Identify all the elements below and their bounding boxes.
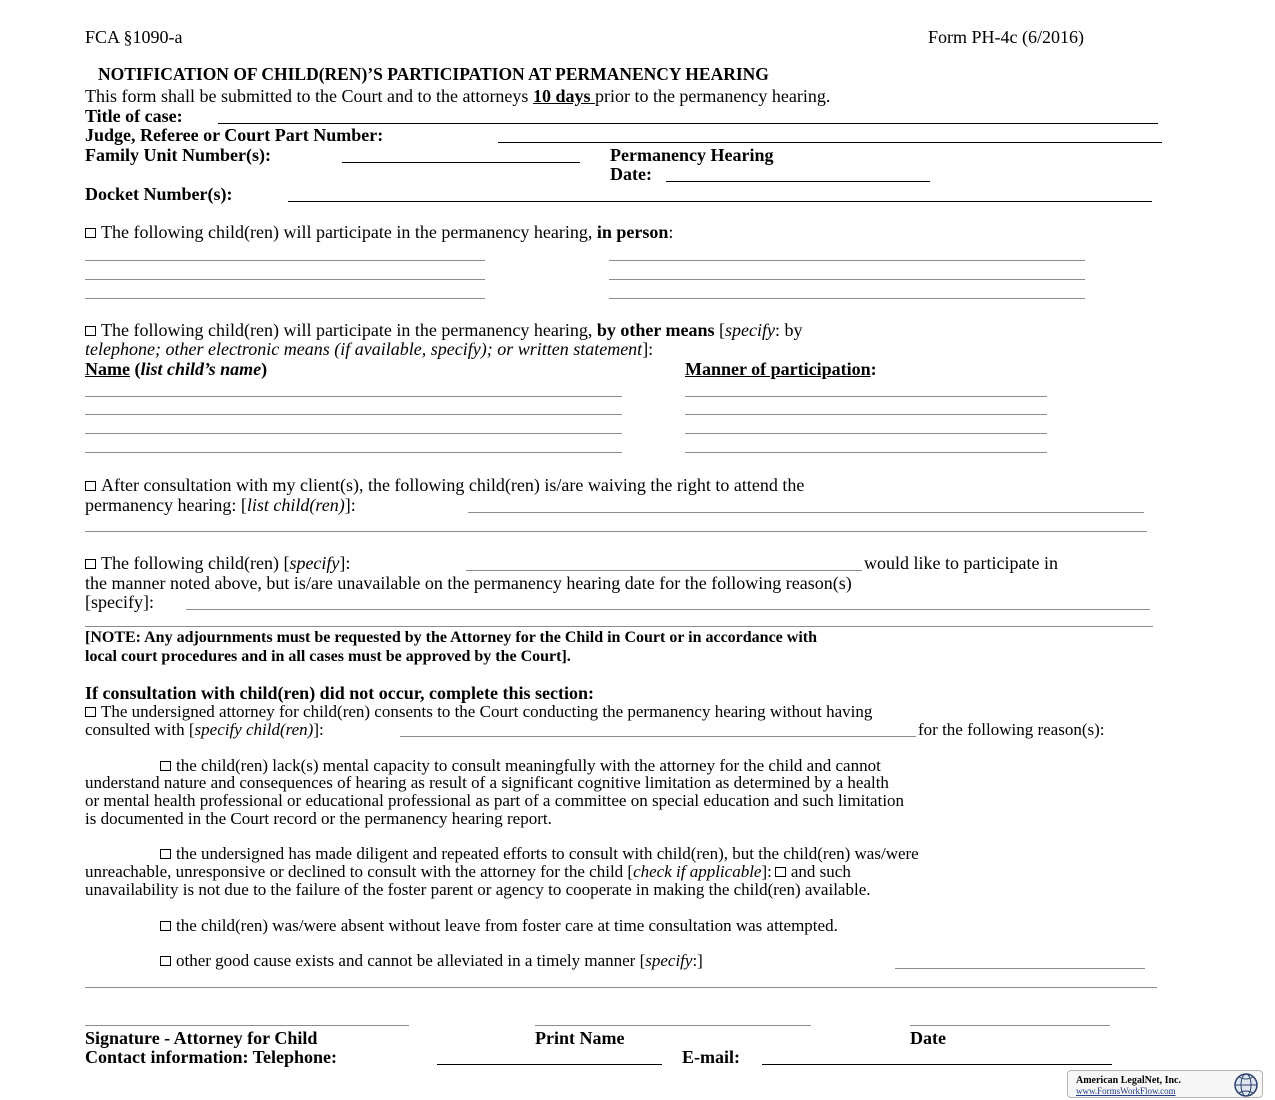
signature-label: Signature - Attorney for Child (85, 1028, 318, 1048)
unavailable-option-end: would like to participate in (864, 553, 1058, 573)
reason-other-checkbox[interactable] (160, 956, 171, 966)
other-means-option: The following child(ren) will participate in the permanency hearing, by other means [specify: by (85, 321, 803, 339)
other-means-name-line[interactable] (85, 433, 622, 434)
reason-efforts-applicable-checkbox[interactable] (775, 867, 786, 877)
unavailable-reason-label: [specify]: (85, 592, 154, 612)
in-person-name-line[interactable] (609, 279, 1085, 280)
title-of-case-field[interactable] (218, 123, 1158, 124)
unavailable-option-cont: the manner noted above, but is/are unavailable on the permanency hearing date for the following reason(s) (85, 573, 852, 593)
consent-reasons-label: for the following reason(s): (918, 720, 1105, 739)
email-label: E-mail: (682, 1047, 740, 1067)
consent-option: The undersigned attorney for child(ren) consents to the Court conducting the permanency hearing without having (85, 703, 872, 720)
reason-efforts-checkbox[interactable] (160, 849, 171, 859)
unavailable-option: The following child(ren) [specify]: (85, 554, 350, 572)
adjournment-note-cont: local court procedures and in all cases must be approved by the Court]. (85, 648, 571, 665)
in-person-name-line[interactable] (85, 279, 485, 280)
other-means-checkbox[interactable] (85, 326, 96, 336)
form-title: NOTIFICATION OF CHILD(REN)’S PARTICIPATION AT PERMANENCY HEARING (98, 64, 769, 84)
waiving-children-field[interactable] (468, 512, 1144, 513)
form-number: Form PH-4c (6/2016) (928, 27, 1084, 47)
waiving-option: After consultation with my client(s), the following child(ren) is/are waiving the right to attend the (85, 476, 804, 494)
unavailable-reason-field[interactable] (186, 609, 1150, 610)
reason-other-option: other good cause exists and cannot be alleviated in a timely manner [specify:] (160, 952, 703, 969)
reason-capacity-option: the child(ren) lack(s) mental capacity to consult meaningfully with the attorney for the child and cannot (160, 757, 881, 774)
waiving-checkbox[interactable] (85, 481, 96, 491)
reason-capacity-text: is documented in the Court record or the permanency hearing report. (85, 809, 552, 828)
other-means-name-line[interactable] (85, 396, 622, 397)
print-name-label: Print Name (535, 1028, 625, 1048)
reason-other-field[interactable] (895, 968, 1145, 969)
manner-line[interactable] (685, 414, 1047, 415)
other-means-option-cont: telephone; other electronic means (if available, specify); or written statement]: (85, 339, 654, 359)
other-means-name-line[interactable] (85, 452, 622, 453)
manner-column-header: Manner of participation: (685, 359, 877, 379)
permanency-hearing-label: Permanency Hearing (610, 145, 774, 165)
name-column-header: Name (list child’s name) (85, 359, 268, 379)
in-person-option: The following child(ren) will participate in the permanency hearing, in person: (85, 223, 673, 241)
judge-field[interactable] (498, 142, 1162, 143)
waiving-children-field[interactable] (85, 531, 1147, 532)
telephone-field[interactable] (437, 1064, 662, 1065)
in-person-name-line[interactable] (85, 260, 485, 261)
unavailable-reason-field[interactable] (85, 626, 1153, 627)
docket-label: Docket Number(s): (85, 184, 233, 204)
globe-icon (1233, 1072, 1259, 1098)
statute-reference: FCA §1090-a (85, 27, 183, 47)
consent-option-cont: consulted with [specify child(ren)]: (85, 720, 324, 739)
publisher-badge[interactable] (1067, 1070, 1263, 1098)
title-of-case-label: Title of case: (85, 106, 183, 126)
docket-field[interactable] (288, 201, 1152, 202)
in-person-name-line[interactable] (609, 298, 1085, 299)
reason-capacity-text: or mental health professional or educational professional as part of a committee on special education and such limitation (85, 791, 905, 810)
hearing-date-label: Date: (610, 164, 652, 184)
reason-awol-option: the child(ren) was/were absent without leave from foster care at time consultation was attempted. (160, 917, 838, 934)
print-name-line[interactable] (535, 1025, 811, 1026)
email-field[interactable] (762, 1064, 1112, 1065)
unavailable-children-field[interactable] (466, 570, 862, 571)
reason-capacity-text: understand nature and consequences of hearing as result of a significant cognitive limitation as determined by a health (85, 773, 889, 792)
family-unit-field[interactable] (342, 162, 580, 163)
publisher-url[interactable]: www.FormsWorkFlow.com (1076, 1086, 1176, 1096)
publisher-name: American LegalNet, Inc. (1076, 1075, 1181, 1086)
consent-children-field[interactable] (400, 736, 916, 737)
reason-other-field[interactable] (85, 987, 1157, 988)
judge-label: Judge, Referee or Court Part Number: (85, 125, 384, 145)
adjournment-note: [NOTE: Any adjournments must be requested by the Attorney for the Child in Court or in accordance with (85, 629, 818, 646)
submission-instruction: This form shall be submitted to the Court and to the attorneys 10 days prior to the permanency hearing. (85, 86, 831, 106)
manner-line[interactable] (685, 452, 1047, 453)
reason-awol-checkbox[interactable] (160, 921, 171, 931)
waiving-option-cont: permanency hearing: [list child(ren)]: (85, 495, 356, 515)
in-person-checkbox[interactable] (85, 228, 96, 238)
manner-line[interactable] (685, 433, 1047, 434)
other-means-name-line[interactable] (85, 414, 622, 415)
manner-line[interactable] (685, 396, 1047, 397)
family-unit-label: Family Unit Number(s): (85, 145, 271, 165)
in-person-name-line[interactable] (85, 298, 485, 299)
signature-line[interactable] (85, 1025, 409, 1026)
contact-telephone-label: Contact information: Telephone: (85, 1047, 337, 1067)
reason-efforts-option: the undersigned has made diligent and repeated efforts to consult with child(ren), but the child(ren) was/were (160, 845, 919, 862)
hearing-date-field[interactable] (666, 181, 930, 182)
date-label: Date (910, 1028, 946, 1048)
reason-capacity-checkbox[interactable] (160, 761, 171, 771)
in-person-name-line[interactable] (609, 260, 1085, 261)
consent-checkbox[interactable] (85, 707, 96, 717)
unavailable-checkbox[interactable] (85, 559, 96, 569)
consultation-heading: If consultation with child(ren) did not occur, complete this section: (85, 683, 595, 703)
reason-efforts-text: unreachable, unresponsive or declined to consult with the attorney for the child [check if applicable]: and such (85, 862, 851, 881)
reason-efforts-text: unavailability is not due to the failure of the foster parent or agency to cooperate in making the child(ren) available. (85, 880, 871, 899)
date-line[interactable] (910, 1025, 1110, 1026)
